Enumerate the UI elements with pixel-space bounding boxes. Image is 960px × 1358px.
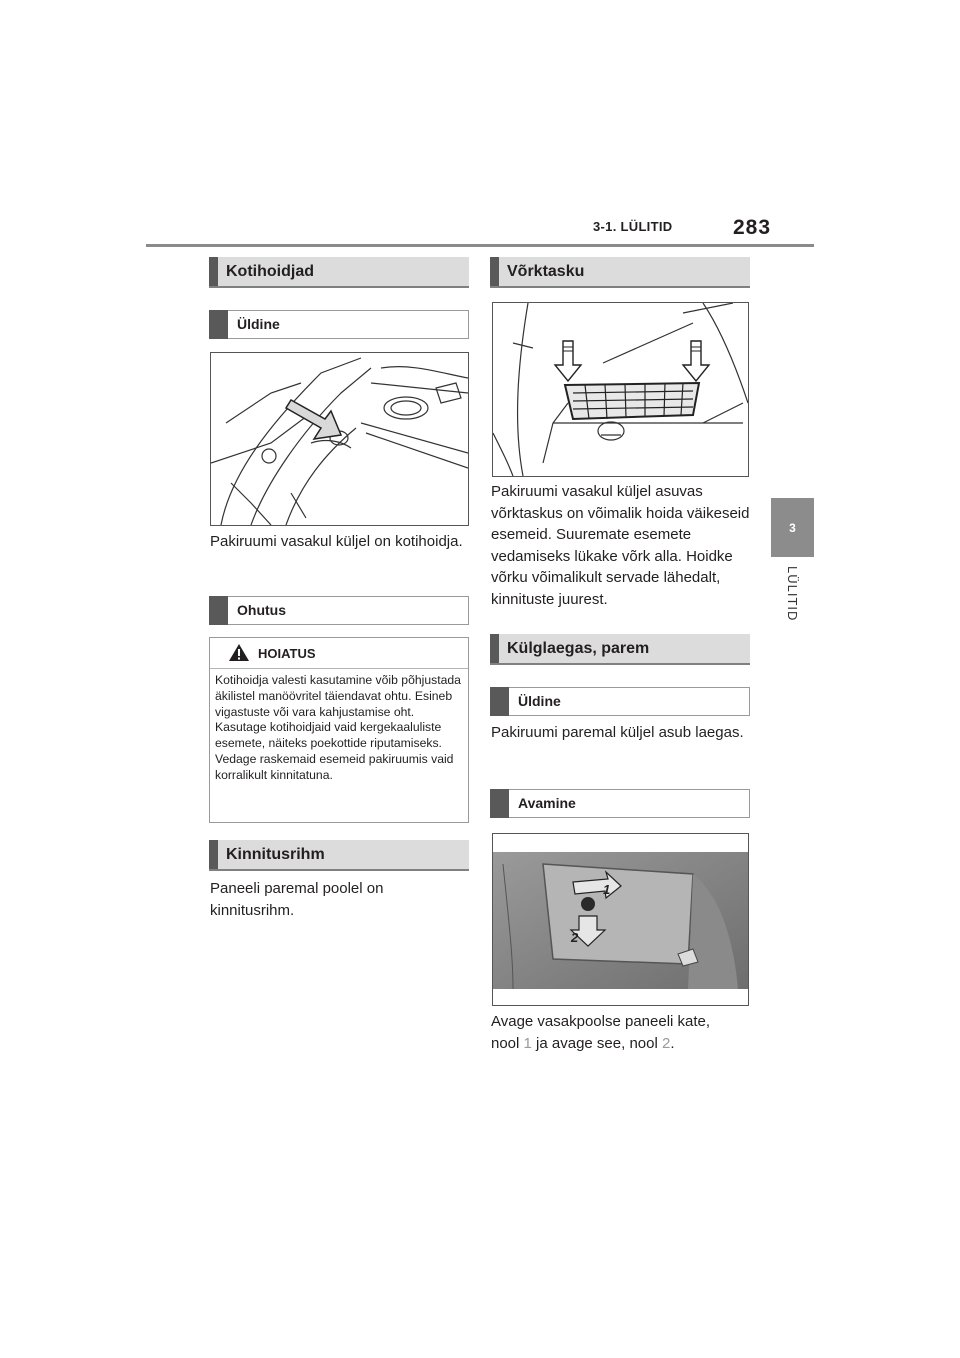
heading-vorktasku [490, 257, 750, 288]
heading-bar [490, 257, 499, 286]
heading-bar [490, 634, 499, 663]
heading-text: Külglaegas, parem [507, 640, 650, 657]
chapter-label: LÜLITID [785, 566, 800, 622]
heading-text: Kotihoidjad [226, 263, 314, 280]
subheading-avamine [490, 789, 750, 818]
arrow-number-1: 1 [523, 1034, 532, 1052]
running-header-section: 3-1. LÜLITID [593, 219, 673, 234]
heading-text: Võrktasku [507, 263, 585, 280]
net-pocket-drawing [493, 303, 748, 476]
avamine-line-1: Avage vasakpoolse paneeli kate, [491, 1013, 711, 1030]
chapter-tab [771, 498, 814, 557]
paragraph-avamine [491, 1011, 753, 1054]
heading-text: Kinnitusrihm [226, 846, 325, 863]
arrow-number-2: 2 [661, 1034, 671, 1052]
subheading-text: Ohutus [237, 602, 286, 618]
avamine-text-end: . [670, 1034, 675, 1052]
bag-hook-illustration [210, 352, 469, 526]
warning-header [210, 638, 468, 669]
heading-bar [209, 840, 218, 869]
avamine-text-middle: ja avage see, nool [536, 1034, 658, 1052]
heading-kinnitusrihm [209, 840, 469, 871]
warning-box [209, 637, 469, 823]
chapter-number: 3 [789, 520, 796, 535]
subheading-ohutus [209, 596, 469, 625]
header-rule [146, 244, 814, 247]
avamine-line-2 [491, 1033, 753, 1055]
paragraph-kinnitusrihm: Paneeli paremal poolel on kinnitusrihm. [210, 880, 384, 919]
paragraph-laegas: Pakiruumi paremal küljel asub laegas. [491, 724, 744, 741]
net-pocket-mesh [565, 383, 699, 419]
page-number: 283 [733, 216, 772, 239]
subheading-text: Avamine [518, 795, 576, 811]
arrow-label-1: 1 [603, 882, 611, 897]
arrow-label-2: 2 [571, 930, 579, 945]
heading-bar [209, 257, 218, 286]
heading-kotihoidjad [209, 257, 469, 288]
subheading-bar [209, 596, 228, 625]
paragraph-vorktasku: Pakiruumi vasakul küljel asuvas võrktaskus on võimalik hoida väikeseid esemeid. Suuremate esemete vedamiseks lükake võrk alla. Hoidke võrku võimalikult servade lähedalt, kinnituste juurest. [491, 483, 750, 608]
subheading-uldine-right [490, 687, 750, 716]
paragraph-kotihoidja: Pakiruumi vasakul küljel on kotihoidja. [210, 533, 463, 550]
subheading-uldine [209, 310, 469, 339]
heading-kulglaegas [490, 634, 750, 665]
side-compartment-illustration [492, 833, 749, 1006]
avamine-text-nool: nool [491, 1034, 520, 1052]
subheading-bar [490, 789, 509, 818]
subheading-bar [209, 310, 228, 339]
subheading-bar [490, 687, 509, 716]
subheading-text: Üldine [237, 316, 280, 332]
net-pocket-illustration [492, 302, 749, 477]
warning-title: HOIATUS [258, 646, 316, 661]
warning-text: Kotihoidja valesti kasutamine võib põhjustada äkilistel manöövritel täiendavat ohtu. Esineb vigastuste või vara kahjustamise oht. Kasutage kotihoidjaid vaid kergekaaluliste esemete, näiteks poekottide riputamiseks. Vedage raskemaid esemeid pakiruumis vaid korralikult kinnitatuna. [215, 673, 461, 782]
side-compartment-photo [493, 834, 748, 1005]
bag-hook-drawing [211, 353, 468, 525]
warning-triangle-icon [228, 643, 250, 662]
subheading-text: Üldine [518, 693, 561, 709]
